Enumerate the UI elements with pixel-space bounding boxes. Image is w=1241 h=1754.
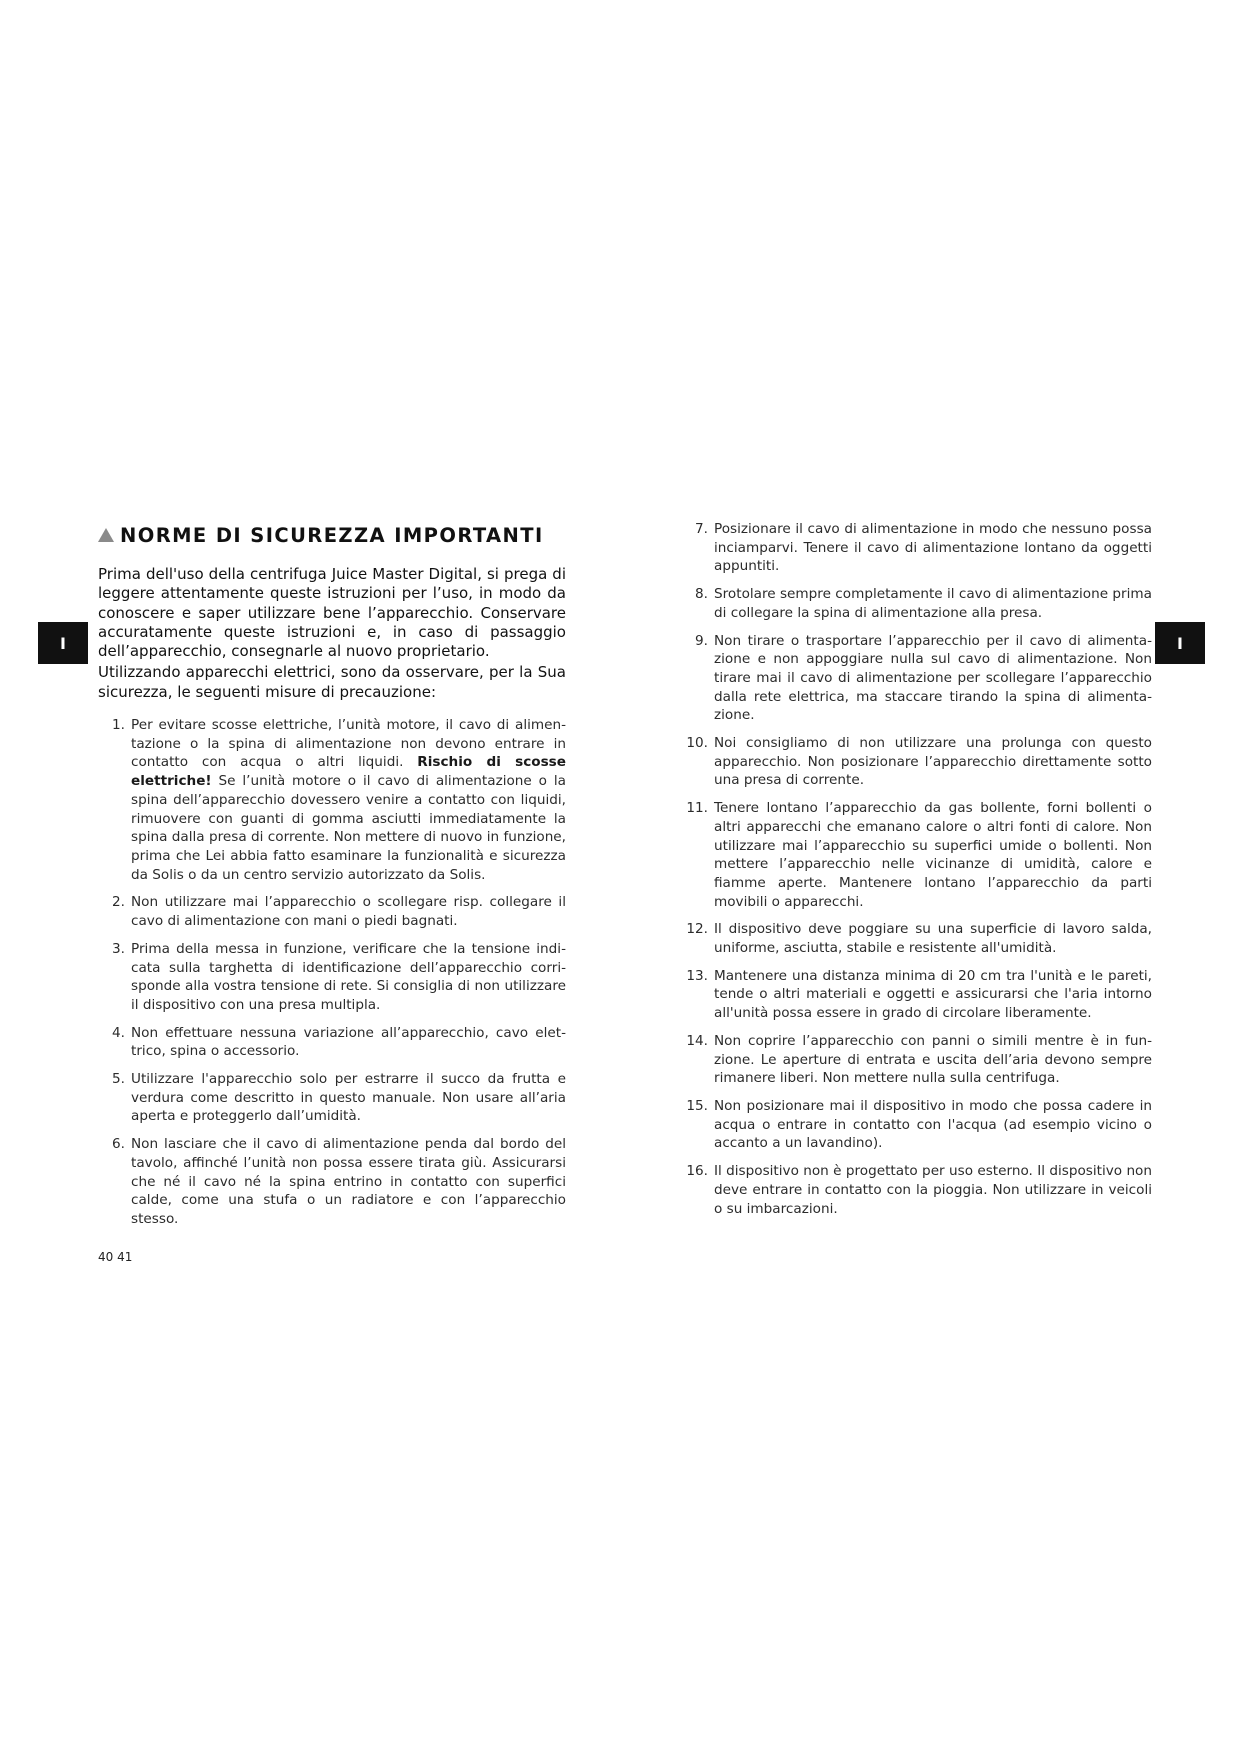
rule-number: 3. — [112, 940, 125, 957]
safety-rule-item — [680, 920, 1152, 957]
rule-number: 15. — [686, 1097, 708, 1114]
rule-number: 1. — [112, 717, 125, 734]
intro-paragraph: Utilizzando apparecchi elettrici, sono da osservare, per la Sua sicurezza, le seguenti misure di precauzione: — [98, 663, 566, 701]
safety-rules-list-right — [680, 520, 1152, 1218]
safety-rule-item — [98, 893, 566, 930]
rule-number: 13. — [686, 967, 708, 984]
safety-rule-item — [680, 734, 1152, 790]
rule-text: Mantenere una distanza minima di 20 cm tra l'unità e le pareti, tende o altri materiali e oggetti e assicurarsi che l'aria intorno all'unità possa essere in grado di circolare liberamente. — [714, 967, 1152, 1022]
safety-rule-item — [98, 716, 566, 884]
rule-number: 4. — [112, 1024, 125, 1041]
intro-paragraph: Prima dell'uso della centrifuga Juice Master Digital, si prega di leggere attentamente queste istruzioni per l’uso, in modo da conoscere e saper utilizzare bene l’apparecchio. Conservare accuratamente queste istruzioni e, in caso di passaggio dell’apparecchio, consegnarle al nuovo proprietario. — [98, 565, 566, 661]
safety-rule-item — [98, 1135, 566, 1229]
rule-text: Non utilizzare mai l’apparecchio o scollegare risp. collegare il cavo di alimentazione con mani o piedi bagnati. — [131, 894, 566, 930]
safety-rule-item — [98, 1024, 566, 1061]
right-column — [680, 520, 1152, 1227]
rule-text: Non lasciare che il cavo di alimentazione penda dal bordo del tavolo, affinché l’unità non possa essere tirata giù. Assicurarsi che né il cavo né la spina entrino in contatto con superfici calde, come una stufa o un radiatore e con l’apparecchio stesso. — [131, 1136, 566, 1227]
left-column — [98, 520, 566, 1238]
rule-text: Non posizionare mai il dispositivo in modo che possa cadere in acqua o entrare in contatto con l'acqua (ad esempio vicino o accanto a un lavandino). — [714, 1097, 1152, 1152]
section-heading-text: NORME DI SICUREZZA IMPORTANTI — [120, 524, 544, 547]
rule-text: Srotolare sempre completamente il cavo di alimentazione prima di collegare la spina di alimentazione alla presa. — [714, 586, 1152, 621]
safety-rule-item — [680, 1097, 1152, 1153]
safety-rule-item — [680, 520, 1152, 576]
rule-number: 6. — [112, 1136, 125, 1153]
safety-rule-item — [98, 940, 566, 1015]
safety-rule-item — [680, 967, 1152, 1023]
rule-number: 14. — [686, 1032, 708, 1049]
rule-emphasis: Rischio di scosse elettriche! — [131, 754, 566, 790]
rule-text: Il dispositivo non è progettato per uso esterno. Il dispositivo non deve entrare in contatto con la pioggia. Non utilizzare in veicoli o su imbarcazioni. — [714, 1163, 1152, 1217]
safety-rules-list-left — [98, 716, 566, 1229]
rule-text: Posizionare il cavo di alimentazione in modo che nessuno possa inciamparvi. Tenere il cavo di alimentazione lontano da oggetti appuntiti. — [714, 521, 1152, 575]
rule-text: Noi consigliamo di non utilizzare una prolunga con questo apparecchio. Non posizionare l’apparecchio direttamente sotto una presa di corrente. — [714, 735, 1152, 789]
safety-rule-item — [98, 1070, 566, 1126]
rule-text: Non tirare o trasportare l’apparecchio per il cavo di alimentazione e non appoggiare nulla sul cavo di alimentazione. Non tirare mai il cavo di alimentazione per scollegare l’apparecchio dalla rete elettrica, ma staccare tirando la spina di alimentazione. — [714, 632, 1152, 724]
safety-rule-item — [680, 1162, 1152, 1218]
rule-number: 7. — [695, 521, 708, 537]
rule-text: Utilizzare l'apparecchio solo per estrarre il succo da frutta e verdura come descritto in questo manuale. Non usare all’aria aperta e proteggerlo dall’umidità. — [131, 1071, 566, 1125]
rule-text: Il dispositivo deve poggiare su una superficie di lavoro salda, uniforme, asciutta, stabile e resistente all'umidità. — [714, 921, 1152, 957]
safety-rule-item — [680, 1032, 1152, 1088]
rule-number: 10. — [686, 735, 708, 752]
rule-number: 8. — [695, 586, 708, 603]
page-number: 40 41 — [98, 1250, 133, 1264]
rule-text: Non effettuare nessuna variazione all’apparecchio, cavo elettrico, spina o accessorio. — [131, 1024, 566, 1060]
section-heading — [98, 524, 566, 547]
language-tab-left: I — [38, 622, 88, 664]
language-tab-right: I — [1155, 622, 1205, 664]
rule-number: 16. — [686, 1163, 708, 1180]
rule-text: Tenere lontano l’apparecchio da gas bollente, forni bollenti o altri apparecchi che emanano calore o altri fonti di calore. Non utilizzare mai l’apparecchio su superfici umide o bollenti. Non mettere l’apparecchio nelle vicinanze di umidità, calore e fiamme aperte. Mantenere lontano l’apparecchio da parti movibili o apparecchi. — [714, 800, 1152, 910]
rule-text: Non coprire l’apparecchio con panni o simili mentre è in funzione. Le aperture di entrata e uscita dell’aria devono sempre rimanere liberi. Non mettere nulla sulla centrifuga. — [714, 1032, 1152, 1087]
rule-number: 9. — [695, 632, 708, 649]
safety-rule-item — [680, 585, 1152, 622]
warning-triangle-icon — [98, 528, 114, 542]
safety-rule-item — [680, 632, 1152, 726]
intro-text — [98, 565, 566, 702]
safety-rule-item — [680, 799, 1152, 911]
rule-number: 5. — [112, 1071, 125, 1088]
rule-text: Prima della messa in funzione, verificare che la tensione indicata sulla targhetta di identificazione dell’apparecchio corrisponde alla vostra tensione di rete. Si consiglia di non utilizzare il dispositivo con una presa multipla. — [131, 940, 566, 1013]
rule-number: 12. — [686, 921, 708, 938]
rule-number: 11. — [686, 800, 708, 817]
rule-text: Per evitare scosse elettriche, l’unità motore, il cavo di alimentazione o la spina di alimentazione non devono entrare in contatto con acqua o altri liquidi. Rischio di scosse elettriche! Se l’unità motore o il cavo di alimentazione o la spina dell’apparecchio dovessero venire a contatto con liquidi, rimuovere con guanti di gomma asciutti immediatamente la spina dalla presa di corrente. Non mettere di nuovo in funzione, prima che Lei abbia fatto esaminare la funzionalità e sicurezza da Solis o da un centro servizio autorizzato da Solis. — [131, 717, 566, 883]
rule-number: 2. — [112, 894, 125, 911]
